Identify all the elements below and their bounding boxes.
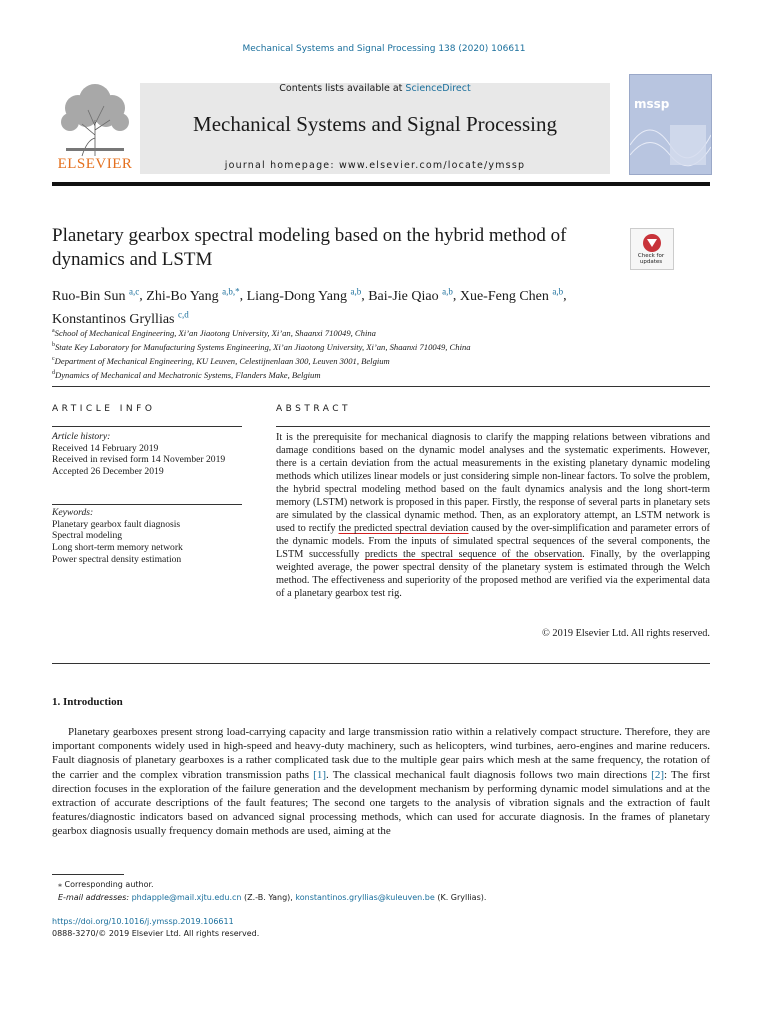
article-info-heading: ARTICLE INFO	[52, 404, 156, 414]
divider	[52, 663, 710, 664]
header-rule	[52, 182, 710, 186]
doi-block	[52, 916, 259, 940]
affiliation: $^c$Department of Mechanical Engineering, KU Leuven, Celestijnenlaan 300, Leuven 3001, Belgium	[52, 355, 390, 366]
divider	[276, 426, 710, 427]
sciencedirect-link[interactable]: ScienceDirect	[405, 83, 471, 94]
history-item: Received in revised form 14 November 2019	[52, 454, 226, 466]
affiliation: $^d$Dynamics of Mechanical and Mechatronic Systems, Flanders Make, Belgium	[52, 369, 321, 380]
divider	[52, 504, 242, 505]
author[interactable]: Bai-Jie Qiao $^{a,b}$	[368, 286, 453, 304]
email-link[interactable]: konstantinos.gryllias@kuleuven.be	[295, 892, 435, 902]
affiliation: $^a$School of Mechanical Engineering, Xi’an Jiaotong University, Xi’an, Shaanxi 710049, China	[52, 327, 376, 338]
keywords: Keywords: Planetary gearbox fault diagnosis Spectral modeling Long short-term memory network Power spectral density estimation	[52, 507, 242, 566]
cover-title: mssp	[634, 97, 670, 111]
journal-cover-image[interactable]	[629, 74, 712, 175]
author-list: Ruo-Bin Sun $^{a,c}$, Zhi-Bo Yang $^{a,b,*}$, Liang-Dong Yang $^{a,b}$, Bai-Jie Qiao $^{a,b}$, Xue-Feng Chen $^{a,b}$, Konstantinos Gryllias $^{c,d}$	[52, 286, 567, 328]
divider	[52, 386, 710, 387]
keyword[interactable]: Long short-term memory network	[52, 542, 183, 554]
author[interactable]: Xue-Feng Chen $^{a,b}$	[459, 286, 564, 304]
publisher-name: ELSEVIER	[57, 156, 133, 172]
journal-title: Mechanical Systems and Signal Processing	[193, 112, 557, 136]
email-line: E-mail addresses: phdapple@mail.xjtu.edu.cn (Z.-B. Yang), konstantinos.gryllias@kuleuven.be (K. Gryllias).	[58, 892, 487, 902]
keyword[interactable]: Spectral modeling	[52, 530, 123, 542]
corresponding-note: ⁎ Corresponding author.	[58, 880, 154, 889]
abstract-text: It is the prerequisite for mechanical diagnosis to clarify the mapping relations between vibrations and damage conditions based on the dynamic model analyses and the systematic experiments. However, there is a certain deviation from the actual measurements in the existing planetary dynamic modeling methods which utilizes linear models or just considering simple non-linear factors. To solve the problem, the hybrid spectral modeling method based on the fault dynamics analysis and the long short-term memory (LSTM) network is proposed in this paper. Firstly, the response of several parts in planetary sets are simulated by the classical dynamic method. Then, as an exploratory attempt, an LSTM network is used to rectify the predicted spectral deviation caused by the over-simplification and parameter errors of the dynamic models. From the inputs of simulated spectral sequences of the several components, the LSTM successfully predicts the spectral sequence of the observation. Finally, by the overlapping weighted average, the power spectral density of the planetary system is estimated through the Welch method. The effectiveness and superiority of the proposed method are verified via the experimental data of a planetary gearbox test rig.	[276, 432, 710, 599]
citation-link[interactable]: [1]	[313, 768, 326, 781]
affiliation: $^b$State Key Laboratory for Manufacturing Systems Engineering, Xi’an Jiaotong University, Xi’an, Shaanxi 710049, China	[52, 341, 471, 352]
keyword[interactable]: Planetary gearbox fault diagnosis	[52, 518, 181, 530]
author[interactable]: Konstantinos Gryllias $^{c,d}$	[52, 309, 189, 328]
history-item: Received 14 February 2019	[52, 442, 159, 454]
keyword[interactable]: Power spectral density estimation	[52, 553, 182, 565]
intro-paragraph: Planetary gearboxes present strong load-carrying capacity and large transmission ratio within a relatively compact structure. Therefore, they are important components widely used in high-speed and heavy-duty machinery, such as helicopters, wind turbines, aero-engines and marine reducers. Fault diagnosis of planetary gearboxes is a rather complicated task due to the multiple gear pairs which mesh at the same frequency, the rotation of the carrier and the complex vibration transmission paths [1]. The classical mechanical fault diagnosis follows two main directions [2]: The first direction focuses in the exploration of the failure generation and the development mechanism by performing dynamic model simulations and at the extraction of accurate descriptions of the fault features; The second one targets to the analysis of vibration signals and the extraction of fault features/diagnostic indicators based on advanced signal processing methods, which can used for accurate diagnosis. In the frames of planetary gearbox diagnosis usually frequency domain methods are used, aiming at the	[52, 726, 710, 838]
divider	[52, 426, 242, 427]
contents-prefix: Contents lists available at	[279, 83, 406, 94]
article-title: Planetary gearbox spectral modeling based on the hybrid method of dynamics and LSTM	[52, 225, 567, 270]
highlight-annotation: predicts the spectral sequence of the observation	[364, 549, 583, 560]
author[interactable]: Zhi-Bo Yang $^{a,b,*}$	[146, 286, 240, 304]
crossmark-label: Check for updates	[637, 253, 665, 265]
history-item: Accepted 26 December 2019	[52, 466, 164, 478]
section-heading: 1. Introduction	[52, 696, 123, 708]
abstract-copyright: © 2019 Elsevier Ltd. All rights reserved.	[542, 628, 710, 639]
citation-link[interactable]: [2]	[651, 768, 664, 781]
article-history: Article history: Received 14 February 2019 Received in revised form 14 November 2019 Accepted 26 December 2019	[52, 431, 242, 478]
journal-homepage-link[interactable]: journal homepage: www.elsevier.com/locate/ymssp	[224, 160, 526, 171]
issn-line: 0888-3270/© 2019 Elsevier Ltd. All rights reserved.	[52, 929, 260, 938]
footnotes	[52, 879, 710, 904]
footnote-rule	[52, 874, 124, 875]
contents-line	[140, 83, 610, 94]
highlight-annotation: the predicted spectral deviation	[338, 523, 469, 534]
author[interactable]: Liang-Dong Yang $^{a,b}$	[246, 286, 362, 304]
author[interactable]: Ruo-Bin Sun $^{a,c}$	[52, 286, 140, 304]
abstract-heading: ABSTRACT	[276, 404, 352, 414]
doi-link[interactable]: https://doi.org/10.1016/j.ymssp.2019.106611	[52, 917, 234, 926]
email-link[interactable]: phdapple@mail.xjtu.edu.cn	[131, 892, 242, 902]
affiliations	[52, 325, 712, 380]
journal-reference-link[interactable]: Mechanical Systems and Signal Processing 138 (2020) 106611	[242, 44, 526, 54]
